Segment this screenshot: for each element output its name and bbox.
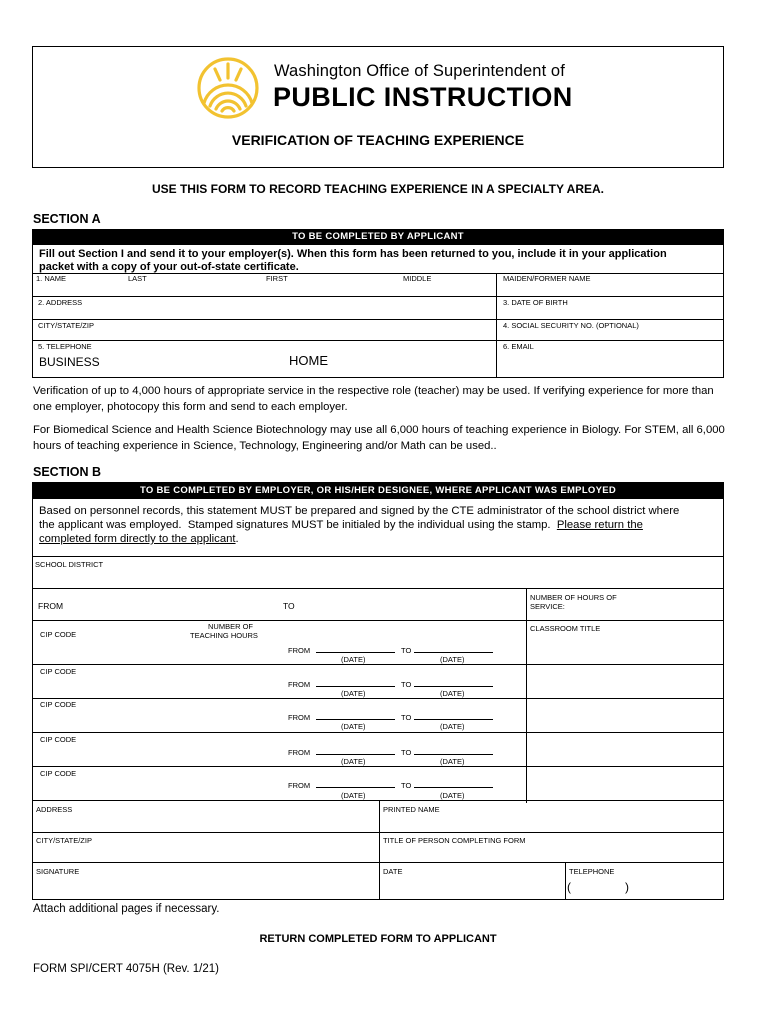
divider [32, 340, 724, 341]
form-number: FORM SPI/CERT 4075H (Rev. 1/21) [33, 963, 219, 975]
divider [32, 698, 724, 699]
section-b-label: SECTION B [33, 465, 102, 479]
employer-city-label: CITY/STATE/ZIP [36, 836, 92, 845]
paragraph-1-line2: one employer, photocopy this form and send to each employer. [33, 401, 348, 413]
divider [32, 556, 724, 557]
first-name-label: FIRST [266, 274, 288, 283]
row1-classroom-title-field[interactable] [530, 634, 722, 662]
teaching-hours-label-line2: TEACHING HOURS [190, 631, 258, 640]
dob-label: 3. DATE OF BIRTH [503, 298, 568, 307]
row-to-label: TO [401, 748, 412, 757]
form-instruction: USE THIS FORM TO RECORD TEACHING EXPERIENCE IN A SPECIALTY AREA. [151, 182, 605, 196]
date-caption: (DATE) [440, 757, 465, 766]
row5-to-date-field[interactable] [414, 778, 493, 788]
date-caption: (DATE) [341, 722, 366, 731]
column-divider [496, 273, 497, 378]
divider [32, 319, 724, 320]
middle-name-label: MIDDLE [403, 274, 432, 283]
hours-of-service-label-line1: NUMBER OF HOURS OF [530, 593, 617, 602]
section-b-bar: TO BE COMPLETED BY EMPLOYER, OR HIS/HER DESIGNEE, WHERE APPLICANT WAS EMPLOYED [32, 482, 724, 499]
name-label: 1. NAME [36, 274, 67, 283]
divider [32, 732, 724, 733]
employer-telephone-field[interactable] [576, 877, 722, 899]
printed-name-field[interactable] [381, 815, 722, 831]
dob-field[interactable] [500, 307, 723, 319]
date-field[interactable] [381, 877, 563, 899]
from-label: FROM [38, 601, 64, 611]
date-caption: (DATE) [440, 791, 465, 800]
row-to-label: TO [401, 680, 412, 689]
section-a-label: SECTION A [33, 212, 101, 226]
row1-from-date-field[interactable] [316, 643, 395, 653]
printed-name-label: PRINTED NAME [383, 805, 440, 814]
city-label: CITY/STATE/ZIP [38, 321, 94, 330]
row3-from-date-field[interactable] [316, 710, 395, 720]
row2-to-date-field[interactable] [414, 677, 493, 687]
date-caption: (DATE) [341, 655, 366, 664]
paragraph-2-line1: For Biomedical Science and Health Science Biotechnology may use all 6,000 hours of teaching experience in Biology. For STEM, all 6,000 [33, 424, 725, 436]
row-to-label: TO [401, 713, 412, 722]
employer-city-field[interactable] [34, 846, 377, 861]
row4-to-date-field[interactable] [414, 745, 493, 755]
section-b-text-line3: completed form directly to the applicant. [39, 533, 239, 545]
signature-label: SIGNATURE [36, 867, 80, 876]
cip-code-label: CIP CODE [40, 769, 77, 778]
business-phone-field[interactable] [100, 353, 280, 368]
row-from-label: FROM [288, 748, 311, 757]
divider [32, 620, 724, 621]
date-caption: (DATE) [440, 722, 465, 731]
title-label: TITLE OF PERSON COMPLETING FORM [383, 836, 526, 845]
ssn-field[interactable] [500, 330, 723, 340]
home-label: HOME [289, 353, 328, 368]
row-from-label: FROM [288, 680, 311, 689]
row1-cip-code-field[interactable] [80, 626, 180, 656]
paragraph-2-line2: hours of teaching experience in Science, Technology, Engineering and/or Math can be used.. [33, 440, 497, 452]
divider [32, 862, 724, 863]
telephone-label: TELEPHONE [569, 867, 615, 876]
section-a-instructions-line2: packet with a copy of your out-of-state certificate. [39, 261, 299, 273]
row3-to-date-field[interactable] [414, 710, 493, 720]
section-b-text-line2: the applicant was employed. Stamped signatures MUST be initialed by the individual using the stamp. Please return the [39, 519, 643, 531]
row2-from-date-field[interactable] [316, 677, 395, 687]
cip-code-label: CIP CODE [40, 700, 77, 709]
hours-of-service-field[interactable] [530, 610, 722, 620]
city-field[interactable] [33, 330, 496, 340]
section-a-bar: TO BE COMPLETED BY APPLICANT [32, 229, 724, 245]
teaching-hours-label-line1: NUMBER OF [208, 622, 253, 631]
column-divider [379, 800, 380, 900]
name-field[interactable] [33, 284, 496, 296]
cip-code-label: CIP CODE [40, 667, 77, 676]
sun-logo-icon [196, 56, 260, 120]
employer-address-field[interactable] [34, 815, 377, 831]
row4-from-date-field[interactable] [316, 745, 395, 755]
return-note: RETURN COMPLETED FORM TO APPLICANT [259, 933, 497, 945]
title-field[interactable] [381, 846, 722, 861]
last-name-label: LAST [128, 274, 147, 283]
maiden-name-label: MAIDEN/FORMER NAME [503, 274, 591, 283]
row-from-label: FROM [288, 713, 311, 722]
column-divider [565, 862, 566, 900]
employment-from-field[interactable] [70, 596, 260, 616]
divider [32, 664, 724, 665]
divider [32, 832, 724, 833]
divider [32, 766, 724, 767]
email-label: 6. EMAIL [503, 342, 534, 351]
divider [32, 588, 724, 589]
address-field[interactable] [33, 307, 496, 319]
org-name-line1: Washington Office of Superintendent of [274, 62, 565, 80]
employer-address-label: ADDRESS [36, 805, 73, 814]
org-name-line2: PUBLIC INSTRUCTION [273, 82, 573, 112]
to-label: TO [283, 601, 295, 611]
school-district-label: SCHOOL DISTRICT [35, 560, 104, 569]
row-from-label: FROM [288, 781, 311, 790]
row-from-label: FROM [288, 646, 311, 655]
telephone-label: 5. TELEPHONE [38, 342, 92, 351]
employment-to-field[interactable] [300, 596, 520, 616]
section-a-instructions-line1: Fill out Section I and send it to your employer(s). When this form has been returned to you, include it in your application [39, 248, 667, 260]
form-title: VERIFICATION OF TEACHING EXPERIENCE [231, 132, 525, 148]
attach-note: Attach additional pages if necessary. [33, 903, 220, 915]
row-to-label: TO [401, 646, 412, 655]
ssn-label: 4. SOCIAL SECURITY NO. (OPTIONAL) [503, 321, 639, 330]
business-label: BUSINESS [39, 355, 100, 369]
date-label: DATE [383, 867, 403, 876]
date-caption: (DATE) [341, 791, 366, 800]
divider [32, 296, 724, 297]
paragraph-1-line1: Verification of up to 4,000 hours of appropriate service in the respective role (teacher) may be used. If verifying experience for more than [33, 385, 714, 397]
row1-to-date-field[interactable] [414, 643, 493, 653]
date-caption: (DATE) [440, 689, 465, 698]
date-caption: (DATE) [440, 655, 465, 664]
address-label: 2. ADDRESS [38, 298, 83, 307]
section-b-text-line1: Based on personnel records, this statement MUST be prepared and signed by the CTE administrator of the school district where [39, 505, 680, 517]
phone-close-paren: ) [625, 880, 629, 894]
maiden-name-field[interactable] [500, 284, 723, 296]
signature-field[interactable] [34, 877, 377, 899]
hours-of-service-label-line2: SERVICE: [530, 602, 565, 611]
cip-code-label: CIP CODE [40, 735, 77, 744]
home-phone-field[interactable] [335, 353, 495, 368]
phone-open-paren: ( [567, 880, 571, 894]
classroom-title-label: CLASSROOM TITLE [530, 624, 601, 633]
date-caption: (DATE) [341, 689, 366, 698]
row-to-label: TO [401, 781, 412, 790]
row5-from-date-field[interactable] [316, 778, 395, 788]
email-field[interactable] [500, 353, 723, 368]
date-caption: (DATE) [341, 757, 366, 766]
cip-code-label: CIP CODE [40, 630, 77, 639]
school-district-field[interactable] [33, 570, 723, 588]
